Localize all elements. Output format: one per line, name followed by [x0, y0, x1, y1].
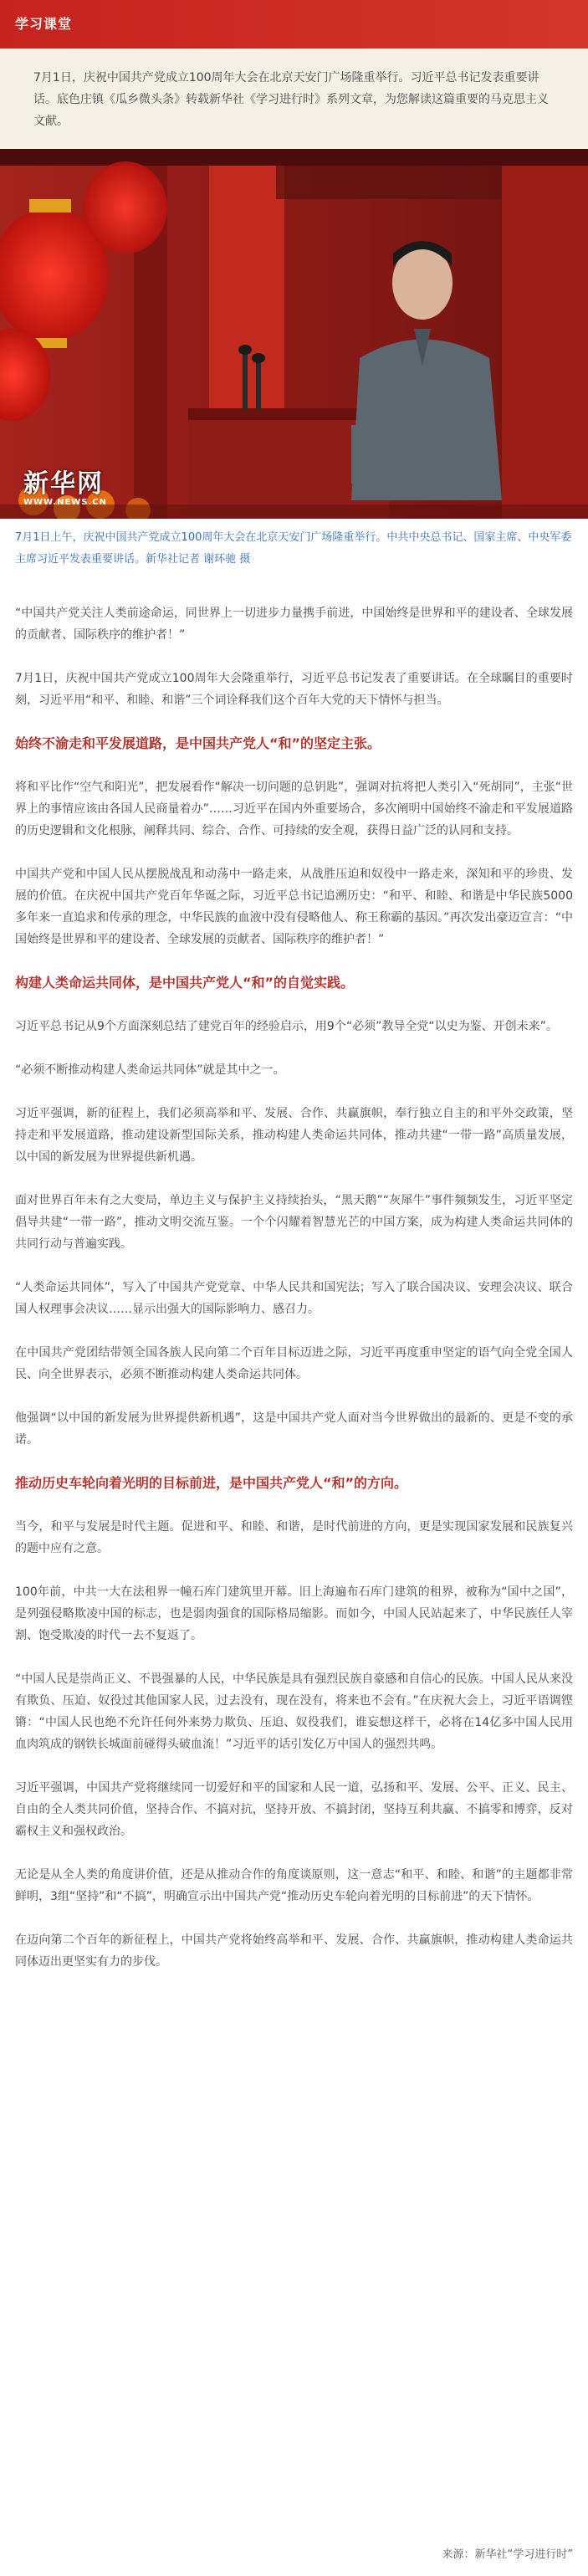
- paragraph: 7月1日，庆祝中国共产党成立100周年大会隆重举行，习近平总书记发表了重要讲话。在全球瞩目的重要时刻，习近平用“和平、和睦、和谐”三个词诠释我们这个百年大党的天下情怀与担当。: [15, 672, 573, 707]
- paragraph: “人类命运共同体”，写入了中国共产党党章、中华人民共和国宪法；写入了联合国决议、安理会决议、联合国人权理事会决议……显示出强大的国际影响力、感召力。: [15, 1281, 573, 1316]
- paragraph: 在中国共产党团结带领全国各族人民向第二个百年目标迈进之际，习近平再度重申坚定的语气向全党全国人民、向全世界表示，必须不断推动构建人类命运共同体。: [15, 1346, 573, 1381]
- section-heading: 推动历史车轮向着光明的目标前进，是中国共产党人“和”的方向。: [15, 1475, 408, 1491]
- paragraph: 在迈向第二个百年的新征程上，中国共产党将始终高举和平、发展、合作、共赢旗帜，推动构建人类命运共同体迈出更坚实有力的步伐。: [15, 1933, 573, 1969]
- paragraph: 习近平总书记从9个方面深刻总结了建党百年的经验启示，用9个“必须”教导全党“以史为鉴、开创未来”。: [15, 1020, 558, 1033]
- article-body: [0, 602, 588, 1973]
- logo-sub-text: WWW.NEWS.CN: [23, 498, 108, 507]
- intro-box: [0, 49, 588, 149]
- paragraph: 将和平比作“空气和阳光”，把发展看作“解决一切问题的总钥匙”，强调对抗将把人类引入“死胡同”，主张“世界上的事情应该由各国人民商量着办”……习近平在国内外重要场合，多次阐明中国始终不渝走和平发展道路的历史逻辑和文化根脉，阐释共同、综合、合作、可持续的安全观，获得日益广泛的认同和支持。: [15, 781, 573, 837]
- xinhua-logo: [23, 463, 107, 507]
- paragraph: 无论是从全人类的角度讲价值，还是从推动合作的角度谈原则，这一意志“和平、和睦、和谐”的主题都非常鲜明，3组“坚持”和“不搞”，明确宣示出中国共产党“推动历史车轮向着光明的目标前进”的天下情怀。: [15, 1868, 573, 1903]
- paragraph: 当今，和平与发展是时代主题。促进和平、和睦、和谐，是时代前进的方向，更是实现国家发展和民族复兴的题中应有之意。: [15, 1520, 573, 1555]
- paragraph: “必须不断推动构建人类命运共同体”就是其中之一。: [15, 1063, 285, 1077]
- photo-caption: 7月1日上午，庆祝中国共产党成立100周年大会在北京天安门广场隆重举行。中共中央总书记、国家主席、中央军委主席习近平发表重要讲话。新华社记者 谢环驰 摄: [15, 531, 572, 566]
- section-heading: 始终不渝走和平发展道路，是中国共产党人“和”的坚定主张。: [15, 735, 381, 751]
- intro-text: 7月1日，庆祝中国共产党成立100周年大会在北京天安门广场隆重举行。习近平总书记发表重要讲话。底色庄镇《瓜乡微头条》转载新华社《学习进行时》系列文章，为您解读这篇重要的马克思主义文献。: [33, 71, 549, 128]
- section-tag: 学习课堂: [15, 16, 73, 32]
- paragraph: 中国共产党和中国人民从摆脱战乱和动荡中一路走来，从战胜压迫和奴役中一路走来，深知和平的珍贵、发展的价值。在庆祝中国共产党百年华诞之际，习近平总书记追溯历史：“和平、和睦、和谐是中华民族5000多年来一直追求和传承的理念，中华民族的血液中没有侵略他人、称王称霸的基因。”再次发出豪迈宣言：“中国始终是世界和平的建设者、全球发展的贡献者、国际秩序的维护者！”: [15, 868, 573, 946]
- paragraph: 习近平强调，新的征程上，我们必须高举和平、发展、合作、共赢旗帜，奉行独立自主的和平外交政策，坚持走和平发展道路，推动建设新型国际关系，推动构建人类命运共同体，推动共建“一带一路”高质量发展，以中国的新发展为世界提供新机遇。: [15, 1107, 573, 1164]
- news-photo: [0, 149, 588, 519]
- paragraph: 他强调“以中国的新发展为世界提供新机遇”，这是中国共产党人面对当今世界做出的最新的、更是不变的承诺。: [15, 1411, 573, 1447]
- paragraph: 100年前，中共一大在法租界一幢石库门建筑里开幕。旧上海遍布石库门建筑的租界，被称为“国中之国”，是列强侵略欺凌中国的标志，也是弱肉强食的国际格局缩影。而如今，中国人民站起来了，中华民族任人宰割、饱受欺凌的时代一去不复返了。: [15, 1585, 573, 1642]
- source-credit: 来源：新华社“学习进行时”: [442, 2548, 573, 2561]
- header-band: [0, 0, 588, 49]
- paragraph: 习近平强调，中国共产党将继续同一切爱好和平的国家和人民一道，弘扬和平、发展、公平、正义、民主、自由的全人类共同价值，坚持合作、不搞对抗，坚持开放、不搞封闭，坚持互利共赢、不搞零和博弈，反对霸权主义和强权政治。: [15, 1781, 573, 1838]
- paragraph: “中国共产党关注人类前途命运，同世界上一切进步力量携手前进，中国始终是世界和平的建设者、全球发展的贡献者、国际秩序的维护者！”: [15, 607, 573, 642]
- paragraph: 面对世界百年未有之大变局，单边主义与保护主义持续抬头，“黑天鹅”“灰犀牛”事件频频发生，习近平坚定倡导共建“一带一路”，推动文明交流互鉴。一个个闪耀着智慧光芒的中国方案，成为构建人类命运共同体的共同行动与普遍实践。: [15, 1194, 573, 1251]
- paragraph: “中国人民是崇尚正义、不畏强暴的人民，中华民族是具有强烈民族自豪感和自信心的民族。中国人民从来没有欺负、压迫、奴役过其他国家人民，过去没有，现在没有，将来也不会有。”在庆祝大会上，习近平语调铿锵：“中国人民也绝不允许任何外来势力欺负、压迫、奴役我们，谁妄想这样干，必将在14亿多中国人民用血肉筑成的钢铁长城面前碰得头破血流！”习近平的话引发亿万中国人的强烈共鸣。: [15, 1672, 573, 1751]
- logo-main-text: 新华网: [23, 469, 104, 499]
- section-heading: 构建人类命运共同体，是中国共产党人“和”的自觉实践。: [15, 975, 355, 991]
